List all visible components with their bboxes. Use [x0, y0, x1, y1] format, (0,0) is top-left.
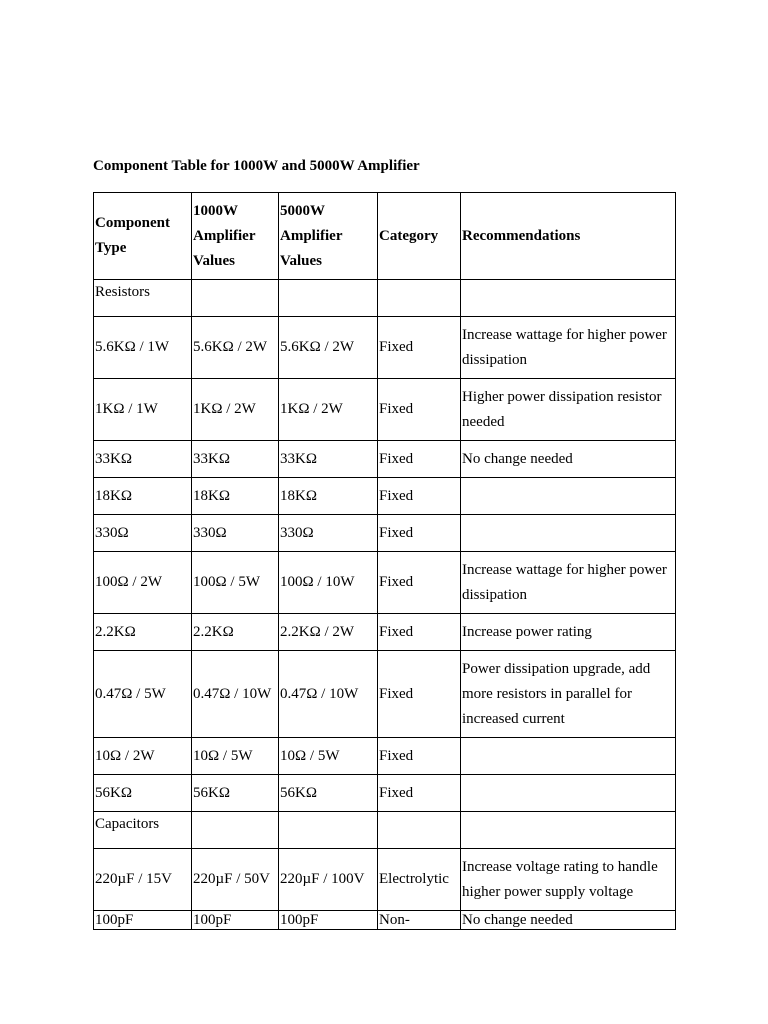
cell-category: Fixed — [378, 651, 461, 738]
cell-1000w-value: 5.6KΩ / 2W — [192, 317, 279, 379]
cell-recommendation — [461, 515, 676, 552]
cell-5000w-value: 10Ω / 5W — [279, 738, 378, 775]
cell-category: Fixed — [378, 478, 461, 515]
cell-category: Fixed — [378, 441, 461, 478]
cell-component-type: 2.2KΩ — [94, 614, 192, 651]
cell-5000w-value: 220µF / 100V — [279, 849, 378, 911]
cell-component-type: 10Ω / 2W — [94, 738, 192, 775]
table-row — [94, 478, 676, 515]
header-recommendations: Recommendations — [461, 193, 676, 280]
cell-category: Fixed — [378, 614, 461, 651]
cell-recommendation: No change needed — [461, 911, 676, 930]
cell-component-type: 5.6KΩ / 1W — [94, 317, 192, 379]
cell-1000w-value: 100Ω / 5W — [192, 552, 279, 614]
cell-recommendation: Increase power rating — [461, 614, 676, 651]
cell-recommendation — [461, 478, 676, 515]
cell-category: Electrolytic — [378, 849, 461, 911]
cell-component-type: 18KΩ — [94, 478, 192, 515]
table-row — [94, 441, 676, 478]
cell-5000w-value: 0.47Ω / 10W — [279, 651, 378, 738]
table-row — [94, 515, 676, 552]
section-label-capacitors: Capacitors — [94, 812, 192, 849]
cell-category: Fixed — [378, 738, 461, 775]
cell-1000w-value: 220µF / 50V — [192, 849, 279, 911]
cell-1000w-value: 100pF — [192, 911, 279, 930]
table-row — [94, 379, 676, 441]
cell-5000w-value: 100Ω / 10W — [279, 552, 378, 614]
cell-1000w-value: 2.2KΩ — [192, 614, 279, 651]
cell-component-type: 0.47Ω / 5W — [94, 651, 192, 738]
cell-category: Fixed — [378, 317, 461, 379]
component-table — [93, 192, 676, 930]
header-5000w-values: 5000W Amplifier Values — [279, 193, 378, 280]
cell-1000w-value: 56KΩ — [192, 775, 279, 812]
table-row — [94, 849, 676, 911]
cell-1000w-value: 1KΩ / 2W — [192, 379, 279, 441]
cell-5000w-value: 2.2KΩ / 2W — [279, 614, 378, 651]
section-label-resistors: Resistors — [94, 280, 192, 317]
cell-component-type: 33KΩ — [94, 441, 192, 478]
cell-5000w-value: 18KΩ — [279, 478, 378, 515]
cell-component-type: 56KΩ — [94, 775, 192, 812]
cell-recommendation: Increase wattage for higher power dissipation — [461, 317, 676, 379]
table-row — [94, 614, 676, 651]
cell-5000w-value: 33KΩ — [279, 441, 378, 478]
section-row-capacitors — [94, 812, 676, 849]
cell-recommendation: Increase voltage rating to handle higher power supply voltage — [461, 849, 676, 911]
cell-recommendation: No change needed — [461, 441, 676, 478]
cell-category: Fixed — [378, 379, 461, 441]
cell-recommendation — [461, 775, 676, 812]
cell-category: Fixed — [378, 515, 461, 552]
table-row — [94, 651, 676, 738]
cell-5000w-value: 330Ω — [279, 515, 378, 552]
cell-5000w-value: 1KΩ / 2W — [279, 379, 378, 441]
table-row — [94, 911, 676, 930]
cell-recommendation: Higher power dissipation resistor needed — [461, 379, 676, 441]
cell-recommendation: Power dissipation upgrade, add more resistors in parallel for increased current — [461, 651, 676, 738]
cell-component-type: 330Ω — [94, 515, 192, 552]
cell-5000w-value: 56KΩ — [279, 775, 378, 812]
cell-1000w-value: 10Ω / 5W — [192, 738, 279, 775]
table-header-row — [94, 193, 676, 280]
table-row — [94, 552, 676, 614]
cell-5000w-value: 100pF — [279, 911, 378, 930]
cell-1000w-value: 33KΩ — [192, 441, 279, 478]
cell-1000w-value: 18KΩ — [192, 478, 279, 515]
cell-1000w-value: 330Ω — [192, 515, 279, 552]
cell-component-type: 220µF / 15V — [94, 849, 192, 911]
cell-recommendation: Increase wattage for higher power dissipation — [461, 552, 676, 614]
cell-component-type: 100Ω / 2W — [94, 552, 192, 614]
cell-recommendation — [461, 738, 676, 775]
section-row-resistors — [94, 280, 676, 317]
cell-5000w-value: 5.6KΩ / 2W — [279, 317, 378, 379]
cell-component-type: 100pF — [94, 911, 192, 930]
table-row — [94, 775, 676, 812]
header-component-type: Component Type — [94, 193, 192, 280]
document-title: Component Table for 1000W and 5000W Amplifier — [93, 158, 420, 174]
header-1000w-values: 1000W Amplifier Values — [192, 193, 279, 280]
cell-component-type: 1KΩ / 1W — [94, 379, 192, 441]
table-row — [94, 317, 676, 379]
cell-category: Fixed — [378, 775, 461, 812]
cell-category: Non- — [378, 911, 461, 930]
cell-category: Fixed — [378, 552, 461, 614]
header-category: Category — [378, 193, 461, 280]
table-row — [94, 738, 676, 775]
cell-1000w-value: 0.47Ω / 10W — [192, 651, 279, 738]
